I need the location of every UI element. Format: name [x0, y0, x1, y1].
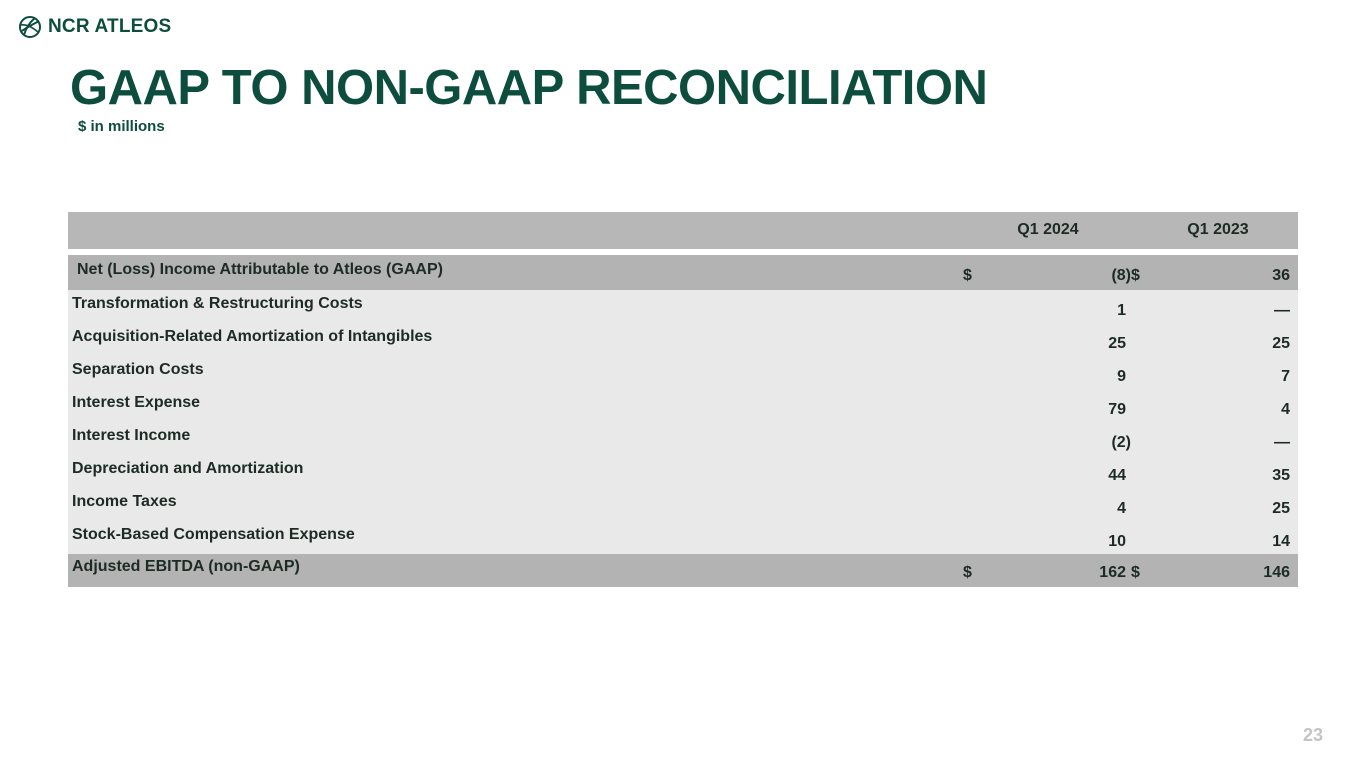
row-label: Acquisition-Related Amortization of Intangibles — [72, 328, 433, 345]
value-q1-2023: 25 — [1272, 335, 1290, 352]
value-q1-2023: 35 — [1272, 467, 1290, 484]
value-q1-2024: 10 — [1108, 533, 1126, 550]
value-q1-2024: 1 — [1117, 302, 1126, 319]
table-row — [68, 389, 1298, 422]
table-row — [68, 323, 1298, 356]
row-label: Adjusted EBITDA (non-GAAP) — [72, 558, 300, 575]
page-number: 23 — [1302, 725, 1323, 745]
value-q1-2023: 25 — [1272, 500, 1290, 517]
row-label: Separation Costs — [72, 361, 204, 378]
table-row — [68, 488, 1298, 521]
brand-logo — [18, 14, 171, 40]
page-title: GAAP TO NON-GAAP RECONCILIATION — [70, 61, 988, 115]
value-q1-2023: — — [1274, 302, 1290, 319]
table-row — [68, 356, 1298, 389]
row-label: Transformation & Restructuring Costs — [72, 295, 363, 312]
value-q1-2024: 79 — [1108, 401, 1126, 418]
row-label: Net (Loss) Income Attributable to Atleos (GAAP) — [77, 261, 443, 278]
currency-symbol: $ — [963, 564, 972, 581]
row-label: Interest Income — [72, 427, 191, 444]
reconciliation-table — [68, 212, 1298, 587]
row-label: Income Taxes — [72, 493, 177, 510]
table-row — [68, 521, 1298, 554]
page-subtitle: $ in millions — [78, 118, 165, 135]
value-q1-2024: 25 — [1108, 335, 1126, 352]
value-q1-2024: 44 — [1108, 467, 1126, 484]
value-q1-2024: (2) — [1111, 434, 1131, 451]
row-label: Stock-Based Compensation Expense — [72, 526, 355, 543]
currency-symbol: $ — [963, 267, 972, 284]
value-q1-2024: 4 — [1117, 500, 1126, 517]
brand-name: NCR ATLEOS — [48, 16, 172, 37]
table-header — [68, 212, 1298, 249]
row-label: Depreciation and Amortization — [72, 460, 304, 477]
table-row — [68, 422, 1298, 455]
value-q1-2023: 146 — [1263, 564, 1290, 581]
currency-symbol: $ — [1131, 564, 1140, 581]
value-q1-2024: (8) — [1111, 267, 1131, 284]
table-row-total — [68, 554, 1298, 587]
table-row — [68, 255, 1298, 290]
currency-symbol: $ — [1131, 267, 1140, 284]
row-label: Interest Expense — [72, 394, 201, 411]
value-q1-2024: 9 — [1117, 368, 1126, 385]
value-q1-2023: 4 — [1281, 401, 1290, 418]
column-header-q1-2024: Q1 2024 — [1017, 221, 1079, 238]
value-q1-2023: — — [1274, 434, 1290, 451]
globe-logo-icon — [18, 15, 42, 39]
value-q1-2023: 36 — [1272, 267, 1290, 284]
value-q1-2024: 162 — [1099, 564, 1126, 581]
value-q1-2023: 7 — [1281, 368, 1290, 385]
column-header-q1-2023: Q1 2023 — [1187, 221, 1249, 238]
value-q1-2023: 14 — [1272, 533, 1290, 550]
table-row — [68, 455, 1298, 488]
table-row — [68, 290, 1298, 323]
